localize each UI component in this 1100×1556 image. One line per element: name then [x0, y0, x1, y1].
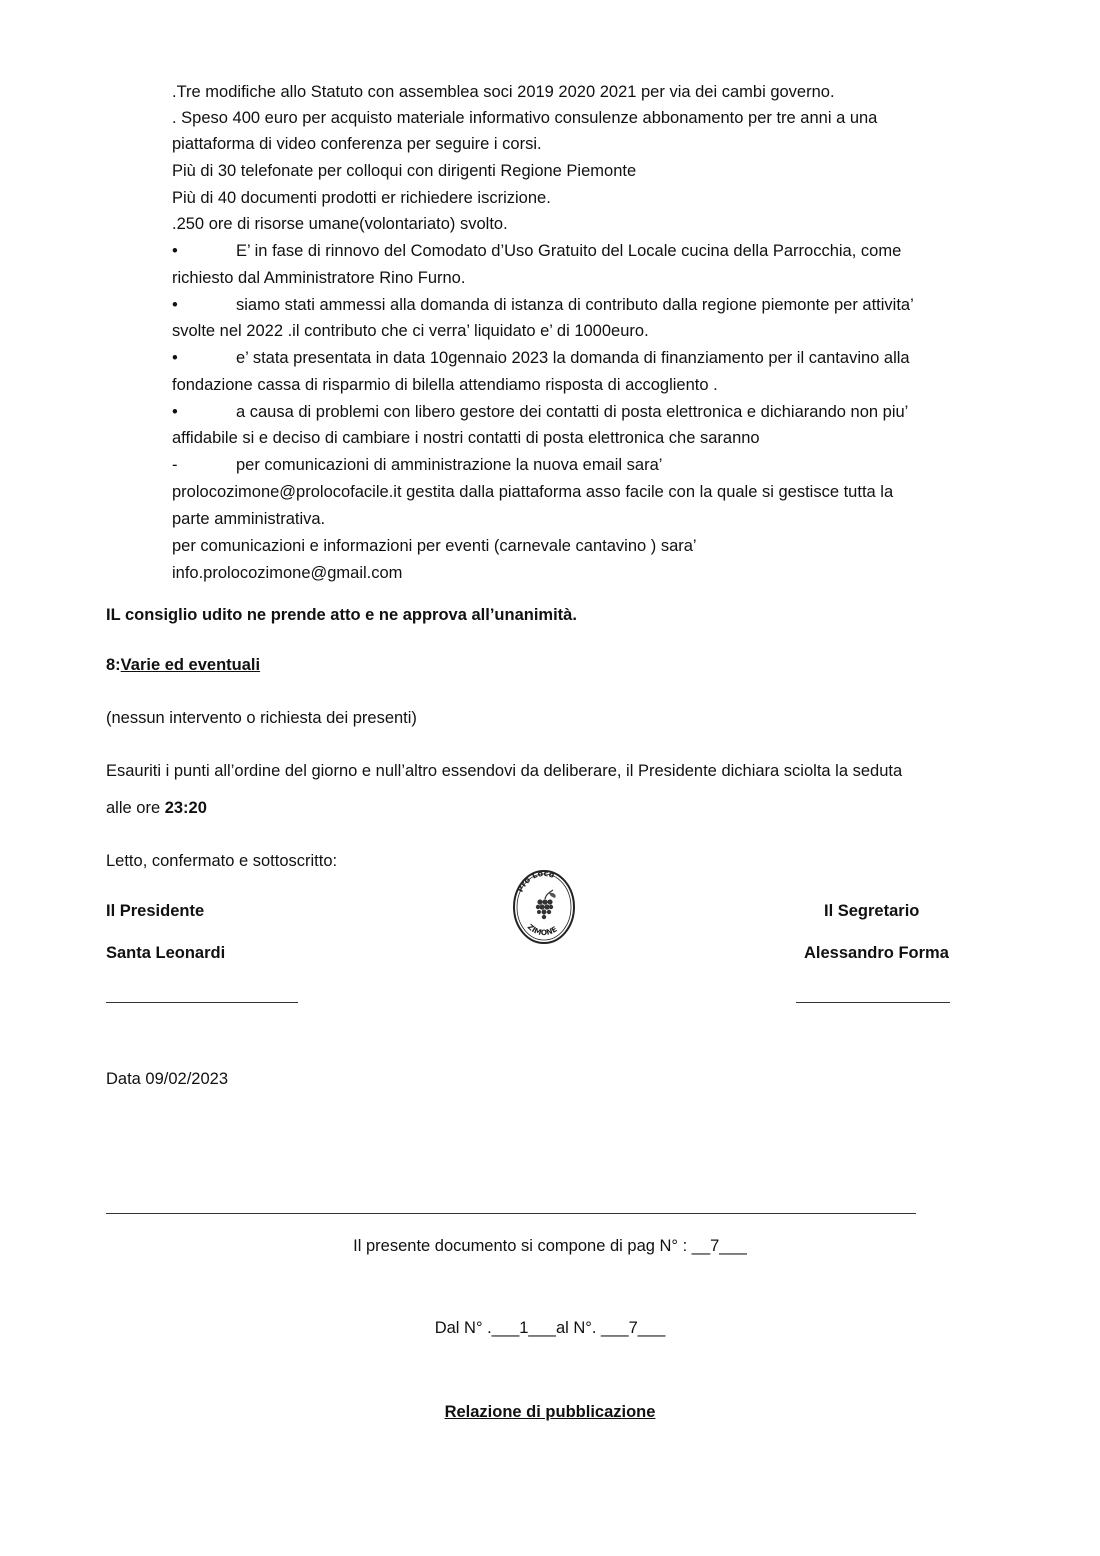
bullet-marker: • — [172, 296, 178, 314]
pro-loco-stamp-logo — [508, 866, 580, 948]
footer-separator — [106, 1213, 916, 1214]
activity-item: piattaforma di video conferenza per seguire i corsi. — [172, 135, 542, 153]
closing-time: 23:20 — [164, 799, 207, 817]
dash-marker: - — [172, 456, 178, 474]
approval-statement: IL consiglio udito ne prende atto e ne approva all’unanimità. — [106, 606, 577, 624]
activity-item: .Tre modifiche allo Statuto con assemblea soci 2019 2020 2021 per via dei cambi governo. — [172, 83, 835, 101]
page-range-line: Dal N° .___1___al N°. ___7___ — [434, 1319, 666, 1337]
secretary-title: Il Segretario — [824, 902, 920, 920]
closing-time-prefix: alle ore — [106, 799, 165, 817]
secretary-name: Alessandro Forma — [804, 944, 949, 962]
publication-report-title: Relazione di pubblicazione — [444, 1403, 656, 1421]
svg-text:ZIMONE: ZIMONE — [525, 922, 559, 938]
bullet-text: a causa di problemi con libero gestore dei contatti di posta elettronica e dichiarando non piu’ — [236, 403, 909, 421]
bullet-text: siamo stati ammessi alla domanda di istanza di contributo dalla regione piemonte per attivita’ — [236, 296, 914, 314]
bullet-continuation: fondazione cassa di risparmio di bilella attendiamo risposta di accogliento . — [172, 376, 718, 394]
bullet-marker: • — [172, 242, 178, 260]
bullet-marker: • — [172, 403, 178, 421]
document-date: Data 09/02/2023 — [106, 1070, 229, 1088]
bullet-continuation: per comunicazioni e informazioni per eventi (carnevale cantavino ) sara’ — [172, 537, 697, 555]
president-signature-line — [106, 1002, 298, 1003]
section-title: Varie ed eventuali — [120, 656, 261, 674]
activity-item: . Speso 400 euro per acquisto materiale informativo consulenze abbonamento per tre anni a una — [172, 109, 878, 127]
bullet-continuation: svolte nel 2022 .il contributo che ci verra’ liquidato e’ di 1000euro. — [172, 322, 649, 340]
signature-intro: Letto, confermato e sottoscritto: — [106, 852, 338, 870]
bullet-continuation: affidabile si e deciso di cambiare i nostri contatti di posta elettronica che saranno — [172, 429, 760, 447]
events-email-line: info.prolocozimone@gmail.com — [172, 564, 403, 582]
admin-email-line: prolocozimone@prolocofacile.it gestita dalla piattaforma asso facile con la quale si gestisce tutta la — [172, 483, 894, 501]
section-8-heading — [106, 657, 260, 674]
president-name: Santa Leonardi — [106, 944, 226, 962]
activity-item: Più di 30 telefonate per colloqui con dirigenti Regione Piemonte — [172, 162, 637, 180]
closing-time-line — [106, 800, 207, 817]
bullet-marker: • — [172, 349, 178, 367]
bullet-text: e’ stata presentata in data 10gennaio 2023 la domanda di finanziamento per il cantavino alla — [236, 349, 910, 367]
closing-statement: Esauriti i punti all’ordine del giorno e null’altro essendovi da deliberare, il Presidente dichiara sciolta la seduta — [106, 762, 903, 780]
activity-item: Più di 40 documenti prodotti er richiedere iscrizione. — [172, 189, 551, 207]
bullet-text: per comunicazioni di amministrazione la nuova email sara’ — [236, 456, 663, 474]
page-count-line: Il presente documento si compone di pag N° : __7___ — [353, 1237, 747, 1255]
secretary-signature-line — [796, 1002, 950, 1003]
bullet-continuation: parte amministrativa. — [172, 510, 326, 528]
svg-text:Pro Loco: Pro Loco — [515, 868, 556, 894]
section-8-note: (nessun intervento o richiesta dei presenti) — [106, 709, 417, 727]
bullet-continuation: richiesto dal Amministratore Rino Furno. — [172, 269, 466, 287]
activity-item: .250 ore di risorse umane(volontariato) svolto. — [172, 215, 508, 233]
section-number: 8: — [106, 656, 121, 674]
publication-report-heading — [0, 1404, 1100, 1421]
president-title: Il Presidente — [106, 902, 205, 920]
bullet-text: E’ in fase di rinnovo del Comodato d’Uso Gratuito del Locale cucina della Parrocchia, come — [236, 242, 902, 260]
